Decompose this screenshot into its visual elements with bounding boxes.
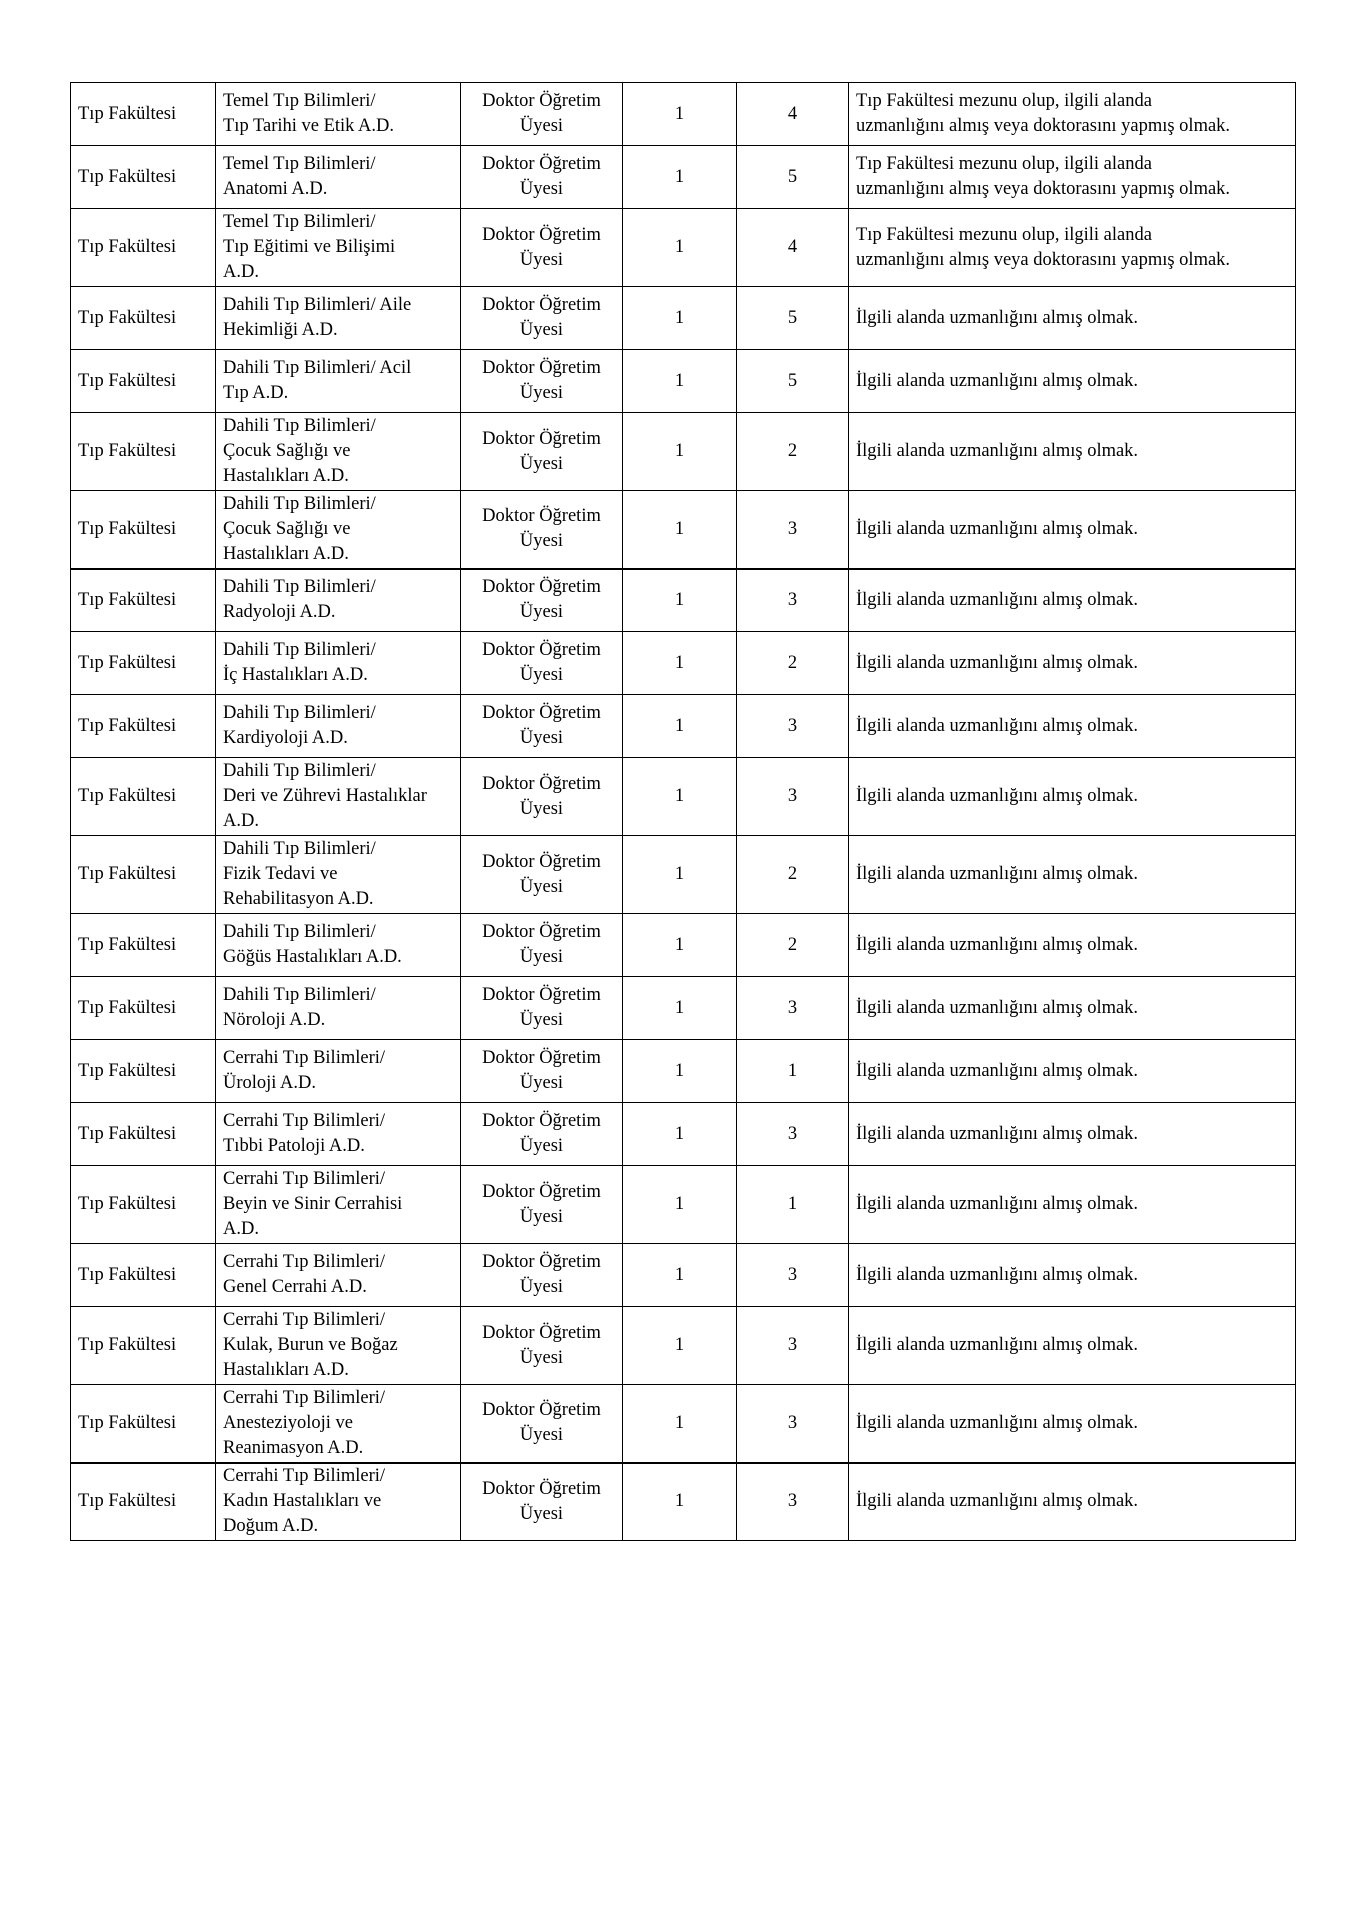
- requirement-cell-line: İlgili alanda uzmanlığını almış olmak.: [856, 786, 1139, 806]
- department-cell-line: Genel Cerrahi A.D.: [223, 1277, 367, 1297]
- title-cell-line: Doktor Öğretim: [482, 1322, 601, 1343]
- position-count-cell: 1: [623, 1040, 737, 1103]
- department-cell-line: Cerrahi Tıp Bilimleri/: [223, 1111, 386, 1131]
- department-cell-line: A.D.: [223, 262, 259, 282]
- department-cell-line: Cerrahi Tıp Bilimleri/: [223, 1048, 386, 1068]
- position-count-cell: 1: [623, 914, 737, 977]
- department-cell: [216, 632, 461, 695]
- title-cell: [461, 914, 623, 977]
- title-cell-line: Üyesi: [519, 1136, 564, 1156]
- department-cell-line: Tıp Tarihi ve Etik A.D.: [223, 116, 395, 136]
- requirement-cell: [849, 287, 1296, 350]
- table-row: [71, 1166, 1296, 1244]
- position-count-cell: 1: [623, 1307, 737, 1385]
- title-cell-line: Üyesi: [519, 665, 564, 685]
- title-cell-line: Doktor Öğretim: [482, 91, 601, 111]
- department-cell-line: Dahili Tıp Bilimleri/: [223, 761, 376, 781]
- requirement-cell-line: İlgili alanda uzmanlığını almış olmak.: [856, 934, 1139, 955]
- faculty-cell: Tıp Fakültesi: [71, 1307, 216, 1385]
- position-count-cell: 1: [623, 209, 737, 287]
- title-cell-line: Doktor Öğretim: [482, 922, 601, 942]
- title-cell-line: Doktor Öğretim: [482, 1111, 601, 1131]
- department-cell-line: Temel Tıp Bilimleri/: [223, 212, 376, 232]
- title-cell-line: Doktor Öğretim: [482, 1048, 601, 1068]
- faculty-cell: Tıp Fakültesi: [71, 209, 216, 287]
- quota-cell: 3: [737, 977, 849, 1040]
- department-cell: [216, 1463, 461, 1541]
- position-count-cell: 1: [623, 695, 737, 758]
- requirement-cell: [849, 350, 1296, 413]
- position-count-cell: 1: [623, 977, 737, 1040]
- requirement-cell-line: İlgili alanda uzmanlığını almış olmak.: [856, 715, 1139, 736]
- title-cell-line: Doktor Öğretim: [482, 224, 601, 245]
- department-cell-line: Cerrahi Tıp Bilimleri/: [223, 1387, 386, 1408]
- title-cell-line: Üyesi: [519, 1503, 564, 1524]
- department-cell-line: Dahili Tıp Bilimleri/ Aile: [223, 295, 412, 315]
- department-cell-line: İç Hastalıkları A.D.: [223, 665, 368, 685]
- title-cell: [461, 83, 623, 146]
- department-cell: [216, 1307, 461, 1385]
- title-cell: [461, 1385, 623, 1463]
- department-cell: [216, 287, 461, 350]
- requirement-cell-line: Tıp Fakültesi mezunu olup, ilgili alanda: [856, 154, 1152, 174]
- position-count-cell: 1: [623, 287, 737, 350]
- requirement-cell: [849, 1040, 1296, 1103]
- department-cell-line: Rehabilitasyon A.D.: [223, 889, 374, 909]
- requirement-cell-line: İlgili alanda uzmanlığını almış olmak.: [856, 652, 1139, 673]
- quota-cell: 5: [737, 146, 849, 209]
- title-cell: [461, 758, 623, 836]
- title-cell-line: Üyesi: [519, 1010, 564, 1030]
- faculty-cell: Tıp Fakültesi: [71, 632, 216, 695]
- requirement-cell-line: İlgili alanda uzmanlığını almış olmak.: [856, 1060, 1139, 1081]
- table-row: [71, 491, 1296, 569]
- faculty-cell: Tıp Fakültesi: [71, 758, 216, 836]
- table-row: [71, 836, 1296, 914]
- requirement-cell: [849, 413, 1296, 491]
- title-cell: [461, 836, 623, 914]
- requirement-cell: [849, 977, 1296, 1040]
- department-cell-line: Radyoloji A.D.: [223, 602, 336, 623]
- title-cell-line: Üyesi: [519, 1073, 564, 1093]
- faculty-cell: Tıp Fakültesi: [71, 1463, 216, 1541]
- requirement-cell: [849, 758, 1296, 836]
- quota-cell: 5: [737, 287, 849, 350]
- title-cell: [461, 1307, 623, 1385]
- title-cell-line: Üyesi: [519, 798, 564, 819]
- table-row: [71, 695, 1296, 758]
- quota-cell: 5: [737, 350, 849, 413]
- table-row: [71, 914, 1296, 977]
- faculty-cell: Tıp Fakültesi: [71, 914, 216, 977]
- faculty-cell: Tıp Fakültesi: [71, 491, 216, 569]
- title-cell-line: Üyesi: [519, 320, 564, 340]
- table-row: [71, 977, 1296, 1040]
- quota-cell: 2: [737, 413, 849, 491]
- department-cell-line: Dahili Tıp Bilimleri/: [223, 577, 376, 598]
- table-row: [71, 1040, 1296, 1103]
- requirement-cell: [849, 632, 1296, 695]
- title-cell-line: Doktor Öğretim: [482, 154, 601, 174]
- department-cell-line: Tıp A.D.: [223, 383, 289, 403]
- title-cell-line: Üyesi: [519, 116, 564, 136]
- requirement-cell: [849, 569, 1296, 632]
- title-cell-line: Üyesi: [519, 531, 564, 552]
- department-cell-line: Hekimliği A.D.: [223, 320, 338, 340]
- quota-cell: 4: [737, 83, 849, 146]
- department-cell: [216, 491, 461, 569]
- position-count-cell: 1: [623, 1166, 737, 1244]
- title-cell-line: Doktor Öğretim: [482, 1400, 601, 1421]
- department-cell-line: Dahili Tıp Bilimleri/ Acil: [223, 358, 412, 378]
- department-cell: [216, 836, 461, 914]
- faculty-cell: Tıp Fakültesi: [71, 1040, 216, 1103]
- faculty-cell: Tıp Fakültesi: [71, 413, 216, 491]
- table-row: [71, 83, 1296, 146]
- requirement-cell-line: Tıp Fakültesi mezunu olup, ilgili alanda: [856, 91, 1152, 111]
- title-cell: [461, 977, 623, 1040]
- quota-cell: 3: [737, 1103, 849, 1166]
- quota-cell: 2: [737, 836, 849, 914]
- department-cell: [216, 413, 461, 491]
- title-cell-line: Üyesi: [519, 876, 564, 897]
- position-count-cell: 1: [623, 836, 737, 914]
- position-count-cell: 1: [623, 350, 737, 413]
- title-cell-line: Üyesi: [519, 1277, 564, 1297]
- table-row: [71, 1463, 1296, 1541]
- department-cell-line: Cerrahi Tıp Bilimleri/: [223, 1252, 386, 1272]
- table-row: [71, 287, 1296, 350]
- department-cell-line: Dahili Tıp Bilimleri/: [223, 640, 376, 660]
- title-cell-line: Üyesi: [519, 1425, 564, 1446]
- title-cell-line: Doktor Öğretim: [482, 1181, 601, 1202]
- department-cell-line: Hastalıkları A.D.: [223, 543, 349, 564]
- department-cell: [216, 209, 461, 287]
- quota-cell: 3: [737, 1463, 849, 1541]
- requirement-cell: [849, 836, 1296, 914]
- table-row: [71, 413, 1296, 491]
- department-cell: [216, 146, 461, 209]
- quota-cell: 3: [737, 695, 849, 758]
- title-cell-line: Doktor Öğretim: [482, 851, 601, 872]
- title-cell-line: Doktor Öğretim: [482, 1478, 601, 1499]
- title-cell-line: Doktor Öğretim: [482, 985, 601, 1005]
- department-cell-line: Cerrahi Tıp Bilimleri/: [223, 1169, 386, 1189]
- title-cell: [461, 1244, 623, 1307]
- department-cell-line: Kulak, Burun ve Boğaz: [223, 1335, 398, 1355]
- requirement-cell-line: İlgili alanda uzmanlığını almış olmak.: [856, 1264, 1139, 1285]
- table-row: [71, 632, 1296, 695]
- title-cell-line: Üyesi: [519, 179, 564, 199]
- position-count-cell: 1: [623, 569, 737, 632]
- title-cell: [461, 1103, 623, 1166]
- title-cell: [461, 287, 623, 350]
- title-cell: [461, 146, 623, 209]
- title-cell-line: Üyesi: [519, 947, 564, 967]
- department-cell-line: Beyin ve Sinir Cerrahisi: [223, 1194, 403, 1214]
- title-cell: [461, 491, 623, 569]
- department-cell-line: Kadın Hastalıkları ve: [223, 1491, 382, 1512]
- position-count-cell: 1: [623, 1103, 737, 1166]
- position-count-cell: 1: [623, 146, 737, 209]
- quota-cell: 2: [737, 914, 849, 977]
- positions-table: [70, 82, 1296, 1541]
- requirement-cell: [849, 1385, 1296, 1463]
- department-cell: [216, 1244, 461, 1307]
- department-cell-line: Anesteziyoloji ve: [223, 1412, 353, 1433]
- department-cell-line: Dahili Tıp Bilimleri/: [223, 839, 376, 859]
- title-cell-line: Üyesi: [519, 249, 564, 270]
- quota-cell: 3: [737, 1385, 849, 1463]
- requirement-cell-line: İlgili alanda uzmanlığını almış olmak.: [856, 864, 1139, 884]
- department-cell: [216, 914, 461, 977]
- faculty-cell: Tıp Fakültesi: [71, 1385, 216, 1463]
- department-cell-line: Göğüs Hastalıkları A.D.: [223, 947, 402, 967]
- title-cell-line: Doktor Öğretim: [482, 358, 601, 378]
- department-cell-line: Cerrahi Tıp Bilimleri/: [223, 1466, 386, 1487]
- faculty-cell: Tıp Fakültesi: [71, 1166, 216, 1244]
- department-cell-line: Hastalıkları A.D.: [223, 1360, 349, 1380]
- requirement-cell: [849, 914, 1296, 977]
- title-cell: [461, 1463, 623, 1541]
- department-cell-line: Hastalıkları A.D.: [223, 466, 349, 486]
- department-cell-line: Üroloji A.D.: [223, 1073, 317, 1093]
- department-cell: [216, 695, 461, 758]
- table-row: [71, 350, 1296, 413]
- department-cell-line: Doğum A.D.: [223, 1516, 319, 1537]
- title-cell-line: Üyesi: [519, 1347, 564, 1368]
- title-cell-line: Doktor Öğretim: [482, 773, 601, 794]
- position-count-cell: 1: [623, 491, 737, 569]
- faculty-cell: Tıp Fakültesi: [71, 695, 216, 758]
- requirement-cell: [849, 209, 1296, 287]
- title-cell-line: Doktor Öğretim: [482, 703, 601, 723]
- requirement-cell-line: İlgili alanda uzmanlığını almış olmak.: [856, 1123, 1139, 1144]
- faculty-cell: Tıp Fakültesi: [71, 83, 216, 146]
- department-cell: [216, 350, 461, 413]
- requirement-cell-line: İlgili alanda uzmanlığını almış olmak.: [856, 997, 1139, 1018]
- department-cell-line: Nöroloji A.D.: [223, 1010, 326, 1030]
- title-cell-line: Doktor Öğretim: [482, 1252, 601, 1272]
- department-cell-line: Dahili Tıp Bilimleri/: [223, 703, 376, 723]
- title-cell-line: Üyesi: [519, 383, 564, 403]
- faculty-cell: Tıp Fakültesi: [71, 1103, 216, 1166]
- department-cell-line: Cerrahi Tıp Bilimleri/: [223, 1310, 386, 1330]
- faculty-cell: Tıp Fakültesi: [71, 287, 216, 350]
- title-cell-line: Üyesi: [519, 1206, 564, 1227]
- requirement-cell: [849, 1166, 1296, 1244]
- requirement-cell-line: Tıp Fakültesi mezunu olup, ilgili alanda: [856, 224, 1152, 245]
- position-count-cell: 1: [623, 758, 737, 836]
- department-cell-line: Dahili Tıp Bilimleri/: [223, 922, 376, 942]
- department-cell: [216, 1385, 461, 1463]
- requirement-cell: [849, 695, 1296, 758]
- requirement-cell-line: İlgili alanda uzmanlığını almış olmak.: [856, 1491, 1139, 1512]
- department-cell-line: Temel Tıp Bilimleri/: [223, 154, 376, 174]
- position-count-cell: 1: [623, 632, 737, 695]
- positions-table-body: [71, 83, 1296, 1541]
- department-cell: [216, 1166, 461, 1244]
- title-cell-line: Doktor Öğretim: [482, 640, 601, 660]
- title-cell: [461, 350, 623, 413]
- title-cell-line: Doktor Öğretim: [482, 577, 601, 598]
- requirement-cell: [849, 146, 1296, 209]
- title-cell-line: Doktor Öğretim: [482, 428, 601, 449]
- requirement-cell: [849, 1103, 1296, 1166]
- requirement-cell-line: uzmanlığını almış veya doktorasını yapmış olmak.: [856, 116, 1231, 136]
- title-cell-line: Doktor Öğretim: [482, 506, 601, 527]
- department-cell: [216, 1040, 461, 1103]
- table-row: [71, 209, 1296, 287]
- quota-cell: 3: [737, 569, 849, 632]
- requirement-cell: [849, 1244, 1296, 1307]
- quota-cell: 4: [737, 209, 849, 287]
- faculty-cell: Tıp Fakültesi: [71, 836, 216, 914]
- requirement-cell-line: İlgili alanda uzmanlığını almış olmak.: [856, 1412, 1139, 1433]
- department-cell-line: Anatomi A.D.: [223, 179, 328, 199]
- position-count-cell: 1: [623, 83, 737, 146]
- department-cell-line: Dahili Tıp Bilimleri/: [223, 416, 376, 436]
- requirement-cell-line: uzmanlığını almış veya doktorasını yapmış olmak.: [856, 249, 1231, 270]
- title-cell-line: Üyesi: [519, 602, 564, 623]
- department-cell-line: Dahili Tıp Bilimleri/: [223, 493, 376, 514]
- requirement-cell-line: İlgili alanda uzmanlığını almış olmak.: [856, 307, 1139, 328]
- department-cell-line: Deri ve Zührevi Hastalıklar: [223, 786, 427, 806]
- title-cell: [461, 413, 623, 491]
- department-cell-line: Çocuk Sağlığı ve: [223, 441, 351, 461]
- table-row: [71, 1244, 1296, 1307]
- requirement-cell-line: İlgili alanda uzmanlığını almış olmak.: [856, 1194, 1139, 1214]
- title-cell-line: Üyesi: [519, 453, 564, 474]
- quota-cell: 1: [737, 1040, 849, 1103]
- department-cell: [216, 1103, 461, 1166]
- faculty-cell: Tıp Fakültesi: [71, 146, 216, 209]
- table-row: [71, 1385, 1296, 1463]
- title-cell-line: Doktor Öğretim: [482, 295, 601, 315]
- title-cell-line: Üyesi: [519, 728, 564, 748]
- title-cell: [461, 569, 623, 632]
- department-cell: [216, 83, 461, 146]
- requirement-cell-line: İlgili alanda uzmanlığını almış olmak.: [856, 441, 1139, 461]
- table-row: [71, 1103, 1296, 1166]
- requirement-cell-line: İlgili alanda uzmanlığını almış olmak.: [856, 1335, 1139, 1355]
- requirement-cell-line: İlgili alanda uzmanlığını almış olmak.: [856, 370, 1139, 391]
- title-cell: [461, 1040, 623, 1103]
- department-cell-line: Tıbbi Patoloji A.D.: [223, 1136, 365, 1156]
- department-cell: [216, 758, 461, 836]
- quota-cell: 3: [737, 1307, 849, 1385]
- position-count-cell: 1: [623, 1385, 737, 1463]
- department-cell-line: Temel Tıp Bilimleri/: [223, 91, 376, 111]
- department-cell-line: Dahili Tıp Bilimleri/: [223, 985, 376, 1005]
- position-count-cell: 1: [623, 413, 737, 491]
- position-count-cell: 1: [623, 1463, 737, 1541]
- quota-cell: 1: [737, 1166, 849, 1244]
- department-cell-line: Kardiyoloji A.D.: [223, 728, 348, 748]
- table-row: [71, 569, 1296, 632]
- department-cell-line: A.D.: [223, 811, 259, 831]
- department-cell: [216, 977, 461, 1040]
- quota-cell: 3: [737, 758, 849, 836]
- table-row: [71, 758, 1296, 836]
- requirement-cell-line: uzmanlığını almış veya doktorasını yapmış olmak.: [856, 179, 1231, 199]
- department-cell: [216, 569, 461, 632]
- department-cell-line: Reanimasyon A.D.: [223, 1437, 364, 1458]
- faculty-cell: Tıp Fakültesi: [71, 569, 216, 632]
- faculty-cell: Tıp Fakültesi: [71, 350, 216, 413]
- title-cell: [461, 695, 623, 758]
- quota-cell: 3: [737, 1244, 849, 1307]
- requirement-cell: [849, 491, 1296, 569]
- requirement-cell-line: İlgili alanda uzmanlığını almış olmak.: [856, 518, 1139, 539]
- title-cell: [461, 632, 623, 695]
- department-cell-line: Fizik Tedavi ve: [223, 864, 338, 884]
- quota-cell: 3: [737, 491, 849, 569]
- requirement-cell: [849, 83, 1296, 146]
- title-cell: [461, 209, 623, 287]
- department-cell-line: A.D.: [223, 1219, 259, 1239]
- requirement-cell: [849, 1463, 1296, 1541]
- title-cell: [461, 1166, 623, 1244]
- quota-cell: 2: [737, 632, 849, 695]
- department-cell-line: Çocuk Sağlığı ve: [223, 518, 351, 539]
- faculty-cell: Tıp Fakültesi: [71, 977, 216, 1040]
- faculty-cell: Tıp Fakültesi: [71, 1244, 216, 1307]
- requirement-cell-line: İlgili alanda uzmanlığını almış olmak.: [856, 589, 1139, 610]
- requirement-cell: [849, 1307, 1296, 1385]
- table-row: [71, 1307, 1296, 1385]
- table-row: [71, 146, 1296, 209]
- position-count-cell: 1: [623, 1244, 737, 1307]
- department-cell-line: Tıp Eğitimi ve Bilişimi: [223, 237, 396, 257]
